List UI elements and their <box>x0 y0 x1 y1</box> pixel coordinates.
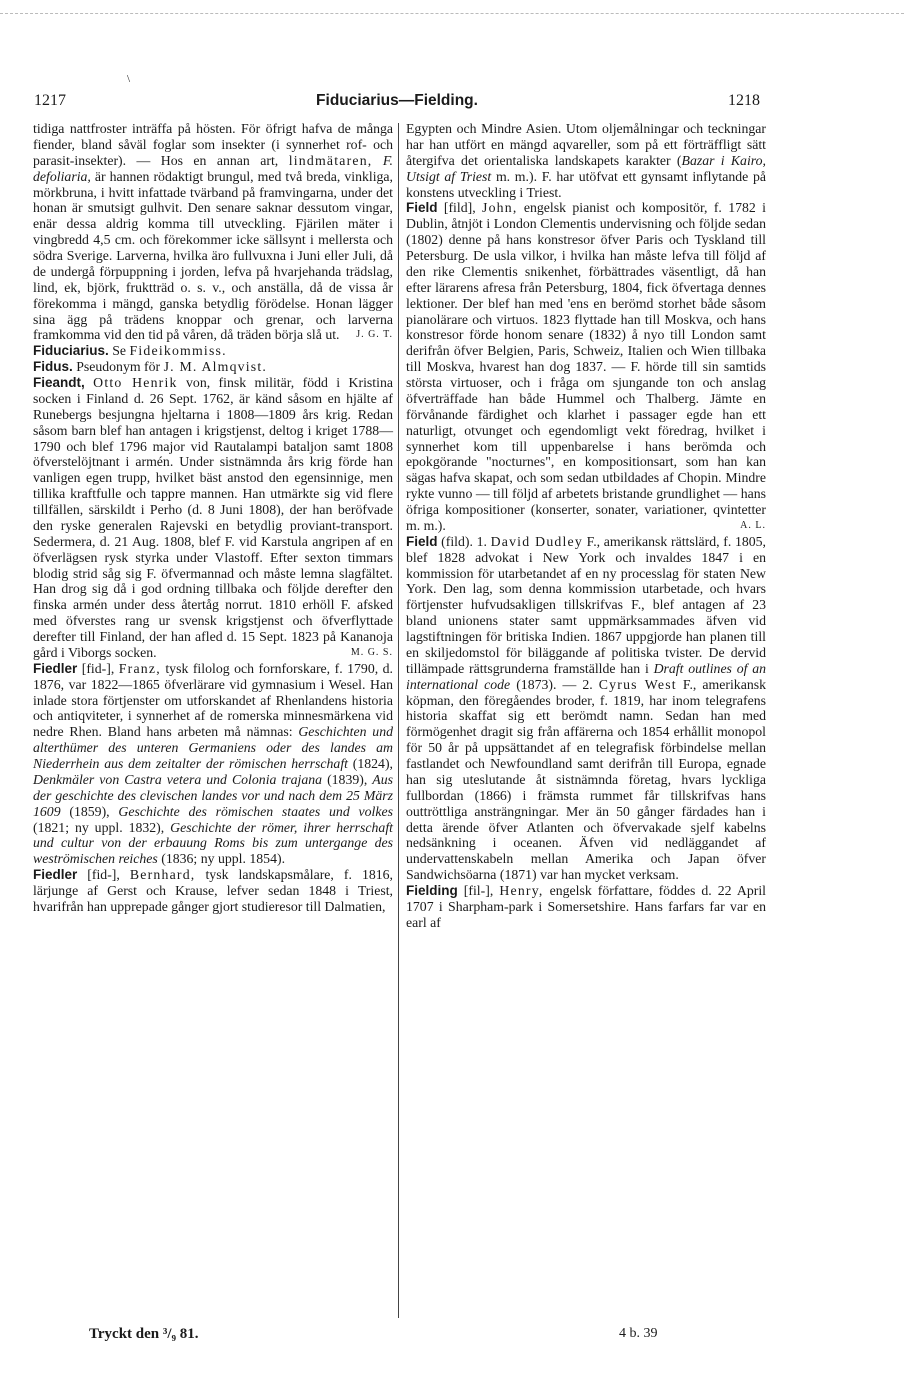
headword: Fiduciarius. <box>33 343 109 359</box>
entry-fiduciarius: Fiduciarius. Se Fideikommiss. <box>33 343 227 359</box>
page-header <box>34 92 760 116</box>
headword: Fiedler <box>33 867 78 883</box>
page-number-right: 1218 <box>728 92 760 109</box>
headword: Fidus. <box>33 359 73 375</box>
entry-field-family: Field (fild). 1. David Dudley F., amerikansk rättslärd, f. 1805, blef 1828 advokat i New York och invaldes 1847 i en kommission för utarbetandet af en ny processlag för staten New York. Den lag, som denna kommission utarbetade, och hvars förtjenster hufvudsakligen tillskrifvas F., blef antagen af 23 bland unionens stater samt uppmärksammades äfven vid lagstiftningen för britiska Indien. 1867 uppgjorde han planen till en skiljedomstol för biläggande af politiska tvister. De dervid tillämpade rättsgrunderna framställde han i Draft outlines of an international code (1873). — 2. Cyrus West F., amerikansk köpman, den föregåendes broder, f. 1819, har inom telegrafens historia skaffat sig ett berömdt namn. Sedan han med förmögenhet dragit sig från affärerna och 1854 erhållit monopol för 50 år på uppsättandet af en telegrafisk förbindelse mellan fastlandet och Newfoundland samt derifrån till Europa, egnade han sig uteslutande åt sistnämnda företag, hvars lyckliga fullbordan (1866) i främsta rummet får tillskrifvas hans outtröttliga ansträngningar. Mer än 50 gånger färdades han i detta ärende öfver Atlanten och öfvervakade sjelf kabelns nedsänkning i oceanen. Äfven vid nedläggandet af undervattenskabeln mellan Amerika och Japan öfver Sandwichsöarna (1871) var han mycket verksam. <box>406 533 766 883</box>
entry-paragraph: tidiga nattfroster inträffa på hösten. För öfrigt hafva de många fiender, bland såväl foglar som insekter (i synnerhet rof- och parasit-insekter). — Hos en annan art, lindmätaren, F. defoliaria, är hannen rödaktigt brungul, med två breda, vinkliga, mörkbruna, i hvitt infattade tvärband på framvingarna, under det honan är smutsigt gulhvit. Den senare saknar dessutom vingar, enär dessa aldrig komma till utveckling. Fjärilen mäter i vingbredd 4,5 cm. och förekommer icke sällsynt i mellersta och södra Sverige. Larverna, hvilka äro fullvuxna i Juni eller Juli, då de undergå förpuppning i jorden, lefva på hvarjehanda trädslag, lind, ek, björk, fruktträd o. s. v., och anställa, då de vissa år förekomma i mängd, ganska betydlig förödelse. Honan lägger sina ägg på trädens knoppar och grenar, och larverna framkomma vid den tid på våren, då träden börja slå ut. J. G. T. <box>33 121 394 343</box>
margin-mark: \ <box>127 73 131 85</box>
cross-reference: Fideikommiss. <box>129 343 227 359</box>
entry-paragraph: Egypten och Mindre Asien. Utom oljemålningar och teckningar har han utfört en mängd aqvareller, som på ett förträffligt sätt återgifva det orientaliska landskapets karakter (Bazar i Kairo, Utsigt af Triest m. m.). F. har utöfvat ett gynsamt inflytande på konstens utveckling i Triest. <box>406 121 766 200</box>
entry-fieandt: Fieandt, Otto Henrik von, finsk militär, född i Kristina socken i Finland d. 26 Sept. 1762, är känd såsom en hjälte af Runebergs besjungna hjeltarna i 1808—1809 års krig. Redan såsom barn blef han antagen i krigstjenst, deltog i kriget 1788—1790 och blef 1796 major vid Rautalampi bataljon samt 1808 öfverstelöjtnant i armén. Under sistnämnda års krig förde han vanligen egen trupp, hvilket bäst anstod den egensinnige, men tillika kraftfulle och tappre mannen. Han utmärkte sig vid flere tillfällen, särskildt i Perho (d. 8 Juni 1808), der han beröfvade den ryske generalen Rajevski en betydlig proviant-transport. Sedermera, d. 21 Aug. 1808, blef F. vid Karstula angripen af en öfverlägsen rysk styrka under Vlastoff. Efter sexton timmars blodig strid såg sig F. öfvermannad och måste lemna slagfältet. Han drog sig då i god ordning tillbaka och följde derefter den finska armén under dess återtåg norrut. 1810 erhöll F. afsked med öfverstes rang ur svensk krigstjenst och öfverflyttade derefter till Finland, der han afled d. 15 Sept. 1823 på Kananoja gård i Viborgs socken. M. G. S. <box>33 375 393 660</box>
entry-fiedler-franz: Fiedler [fid-], Franz, tysk filolog och fornforskare, f. 1790, d. 1876, var 1822—1865 öfverlärare vid gymnasium i Wesel. Han inlade stora förtjenster om utforskandet af Rhenlandens historia och antiqviteter, i synnerhet af de romerska minnesmärkena vid nedre Rhen. Bland hans arbeten må nämnas: Geschichten und alterthümer des unteren Germaniens oder des landes am Niederrhein aus dem zeitalter der römischen herrschaft (1824), Denkmäler von Castra vetera und Colonia trajana (1839), Aus der geschichte des clevischen landes vor und nach dem 25 März 1609 (1859), Geschichte des römischen staates und volkes (1821; ny uppl. 1832), Geschichte der römer, ihrer herrschaft und cultur von der erbauung Roms bis zum untergange des weströmischen reiches (1836; ny uppl. 1854). <box>33 660 394 867</box>
headword: Fielding <box>406 883 458 898</box>
column-divider <box>398 123 399 1318</box>
page-number-left: 1217 <box>34 92 66 109</box>
page-title: Fiduciarius—Fielding. <box>316 92 478 109</box>
top-rule <box>0 13 904 14</box>
right-column <box>406 121 766 931</box>
headword: Field <box>406 200 438 216</box>
author-signature: J. G. T. <box>356 329 393 341</box>
entry-fidus: Fidus. Pseudonym för J. M. Almqvist. <box>33 359 268 375</box>
print-date: Tryckt den ³/₉ 81. <box>89 1326 199 1342</box>
author-signature: A. L. <box>740 519 766 531</box>
headword: Fieandt, <box>33 375 85 390</box>
headword: Fiedler <box>33 660 78 676</box>
headword: Field <box>406 533 438 549</box>
left-column <box>33 121 393 915</box>
entry-fielding: Fielding [fil-], Henry, engelsk författare, föddes d. 22 April 1707 i Sharpham-park i Somersetshire. Hans farfars far var en earl af <box>406 883 766 930</box>
sheet-signature: 4 b. 39 <box>619 1326 658 1341</box>
entry-field-john: Field [fild], John, engelsk pianist och kompositör, f. 1782 i Dublin, åtnjöt i London Clementis undervisning och följde sedan (1802) denne på hans konstresor öfver Paris och Tyskland till Petersburg. De usla vilkor, i hvilka han måste lefva till följd af den rike Clementis snikenhet, förbättrades väsentligt, då han efter lärarens afresa från Petersburg, 1804, fick öfvertaga dennes lektioner. Der blef han med 'ens en berömd storhet både såsom pianolärare och virtuos. 1823 flyttade han till Moskva, och hans konstresor förde honom senare (1832) å nyo till London samt derifrån öfver Belgien, Paris, Schweiz, Italien och Wien tillbaka till Moskva, hvarest han dog 1837. — F. hörde till sin samtids största virtuoser, och i fråga om sjungande ton och anslag öfverträffade han både Hummel och Thalberg. Jämte en förvånande färdighet och klarhet i passager egde han ett naturligt, otvunget och egendomligt vekt föredrag, hvilket i synnerhet kom till uppenbarelse i hans berömda och epokgörande "nocturnes", en kompositionsart, som han kan sägas hafva skapat, och som sedan utbildades af Chopin. Mindre rykte vunno — till följd af arbetets bristande grundlighet — hans öfriga kompositioner (konserter, sonater, variationer, qvintetter m. m.). A. L. <box>406 200 766 533</box>
author-signature: M. G. S. <box>350 646 393 658</box>
entry-fiedler-bernhard: Fiedler [fid-], Bernhard, tysk landskapsmålare, f. 1816, lärjunge af Gerst och Krause, lefver sedan 1848 i Triest, hvarifrån han upprepade gånger gjort studieresor till Dalmatien, <box>33 867 393 914</box>
